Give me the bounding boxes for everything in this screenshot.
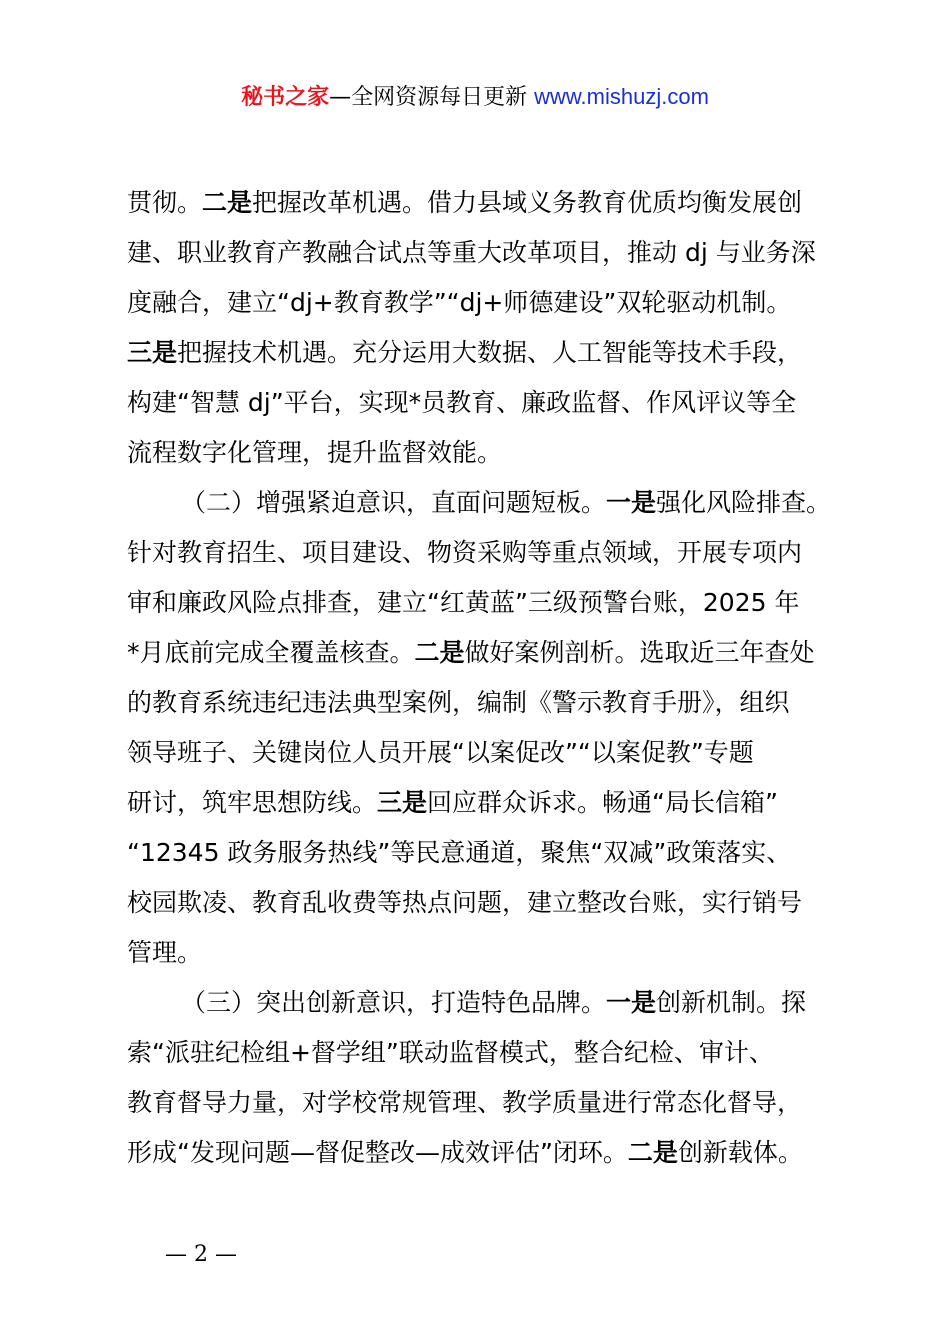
text-run: 研讨，筑牢思想防线。	[127, 788, 378, 817]
text-run: （三）突出创新意识，打造特色品牌。	[181, 988, 607, 1017]
text-run: 回应群众诉求。畅通“局长信箱”	[427, 788, 778, 817]
bold-run: 二是	[627, 1138, 678, 1167]
bold-run: 二是	[202, 188, 253, 217]
text-line	[127, 328, 847, 378]
text-run: 流程数字化管理，提升监督效能。	[127, 438, 503, 467]
text-line	[127, 278, 847, 328]
text-line	[127, 928, 847, 978]
site-tagline: —全网资源每日更新	[329, 85, 535, 110]
text-line	[127, 178, 847, 228]
text-run: 强化风险排查。	[656, 488, 832, 517]
text-run: 领导班子、关键岗位人员开展“以案促改”“以案促教”专题	[127, 738, 754, 767]
text-line	[127, 478, 847, 528]
site-header	[0, 82, 950, 113]
text-run: 把握改革机遇。借力县域义务教育优质均衡发展创	[252, 188, 803, 217]
text-run: *月底前完成全覆盖核查。	[127, 638, 415, 667]
text-run: 的教育系统违纪违法典型案例，编制《警示教育手册》，组织	[127, 688, 790, 717]
text-run: 管理。	[127, 938, 203, 967]
text-run: （二）增强紧迫意识，直面问题短板。	[181, 488, 607, 517]
text-run: 索“派驻纪检组+督学组”联动监督模式，整合纪检、审计、	[127, 1038, 774, 1067]
text-run: 建、职业教育产教融合试点等重大改革项目，推动 dj 与业务深	[127, 238, 816, 267]
text-line	[127, 828, 847, 878]
text-run: 校园欺凌、教育乱收费等热点问题，建立整改台账，实行销号	[127, 888, 803, 917]
text-run: 审和廉政风险点排查，建立“红黄蓝”三级预警台账，2025 年	[127, 588, 800, 617]
text-line	[127, 428, 847, 478]
text-run: 创新载体。	[677, 1138, 803, 1167]
text-line	[127, 1028, 847, 1078]
bold-run: 二是	[414, 638, 465, 667]
text-line	[127, 728, 847, 778]
text-run: 创新机制。探	[656, 988, 807, 1017]
text-run: 做好案例剖析。选取近三年查处	[464, 638, 815, 667]
site-url-link[interactable]: www.mishuzj.com	[534, 84, 709, 109]
bold-run: 三是	[377, 788, 428, 817]
page-number: — 2 —	[165, 1242, 237, 1267]
text-run: 构建“智慧 dj”平台，实现*员教育、廉政监督、作风评议等全	[127, 388, 797, 417]
text-line	[127, 778, 847, 828]
document-body	[127, 178, 847, 1178]
text-run: 教育督导力量，对学校常规管理、教学质量进行常态化督导，	[127, 1088, 803, 1117]
text-run: “12345 政务服务热线”等民意通道，聚焦“双减”政策落实、	[127, 838, 792, 867]
text-line	[127, 528, 847, 578]
text-line	[127, 578, 847, 628]
text-run: 度融合，建立“dj+教育教学”“dj+师德建设”双轮驱动机制。	[127, 288, 792, 317]
site-brand: 秘书之家	[241, 85, 330, 110]
text-run: 针对教育招生、项目建设、物资采购等重点领域，开展专项内	[127, 538, 803, 567]
text-line	[127, 1078, 847, 1128]
text-run: 贯彻。	[127, 188, 203, 217]
text-run: 形成“发现问题—督促整改—成效评估”闭环。	[127, 1138, 628, 1167]
text-line	[127, 878, 847, 928]
bold-run: 三是	[127, 338, 178, 367]
text-line	[127, 378, 847, 428]
text-line	[127, 228, 847, 278]
text-line	[127, 678, 847, 728]
text-line	[127, 978, 847, 1028]
bold-run: 一是	[606, 488, 657, 517]
text-run: 把握技术机遇。充分运用大数据、人工智能等技术手段，	[177, 338, 803, 367]
text-line	[127, 1128, 847, 1178]
bold-run: 一是	[606, 988, 657, 1017]
text-line	[127, 628, 847, 678]
